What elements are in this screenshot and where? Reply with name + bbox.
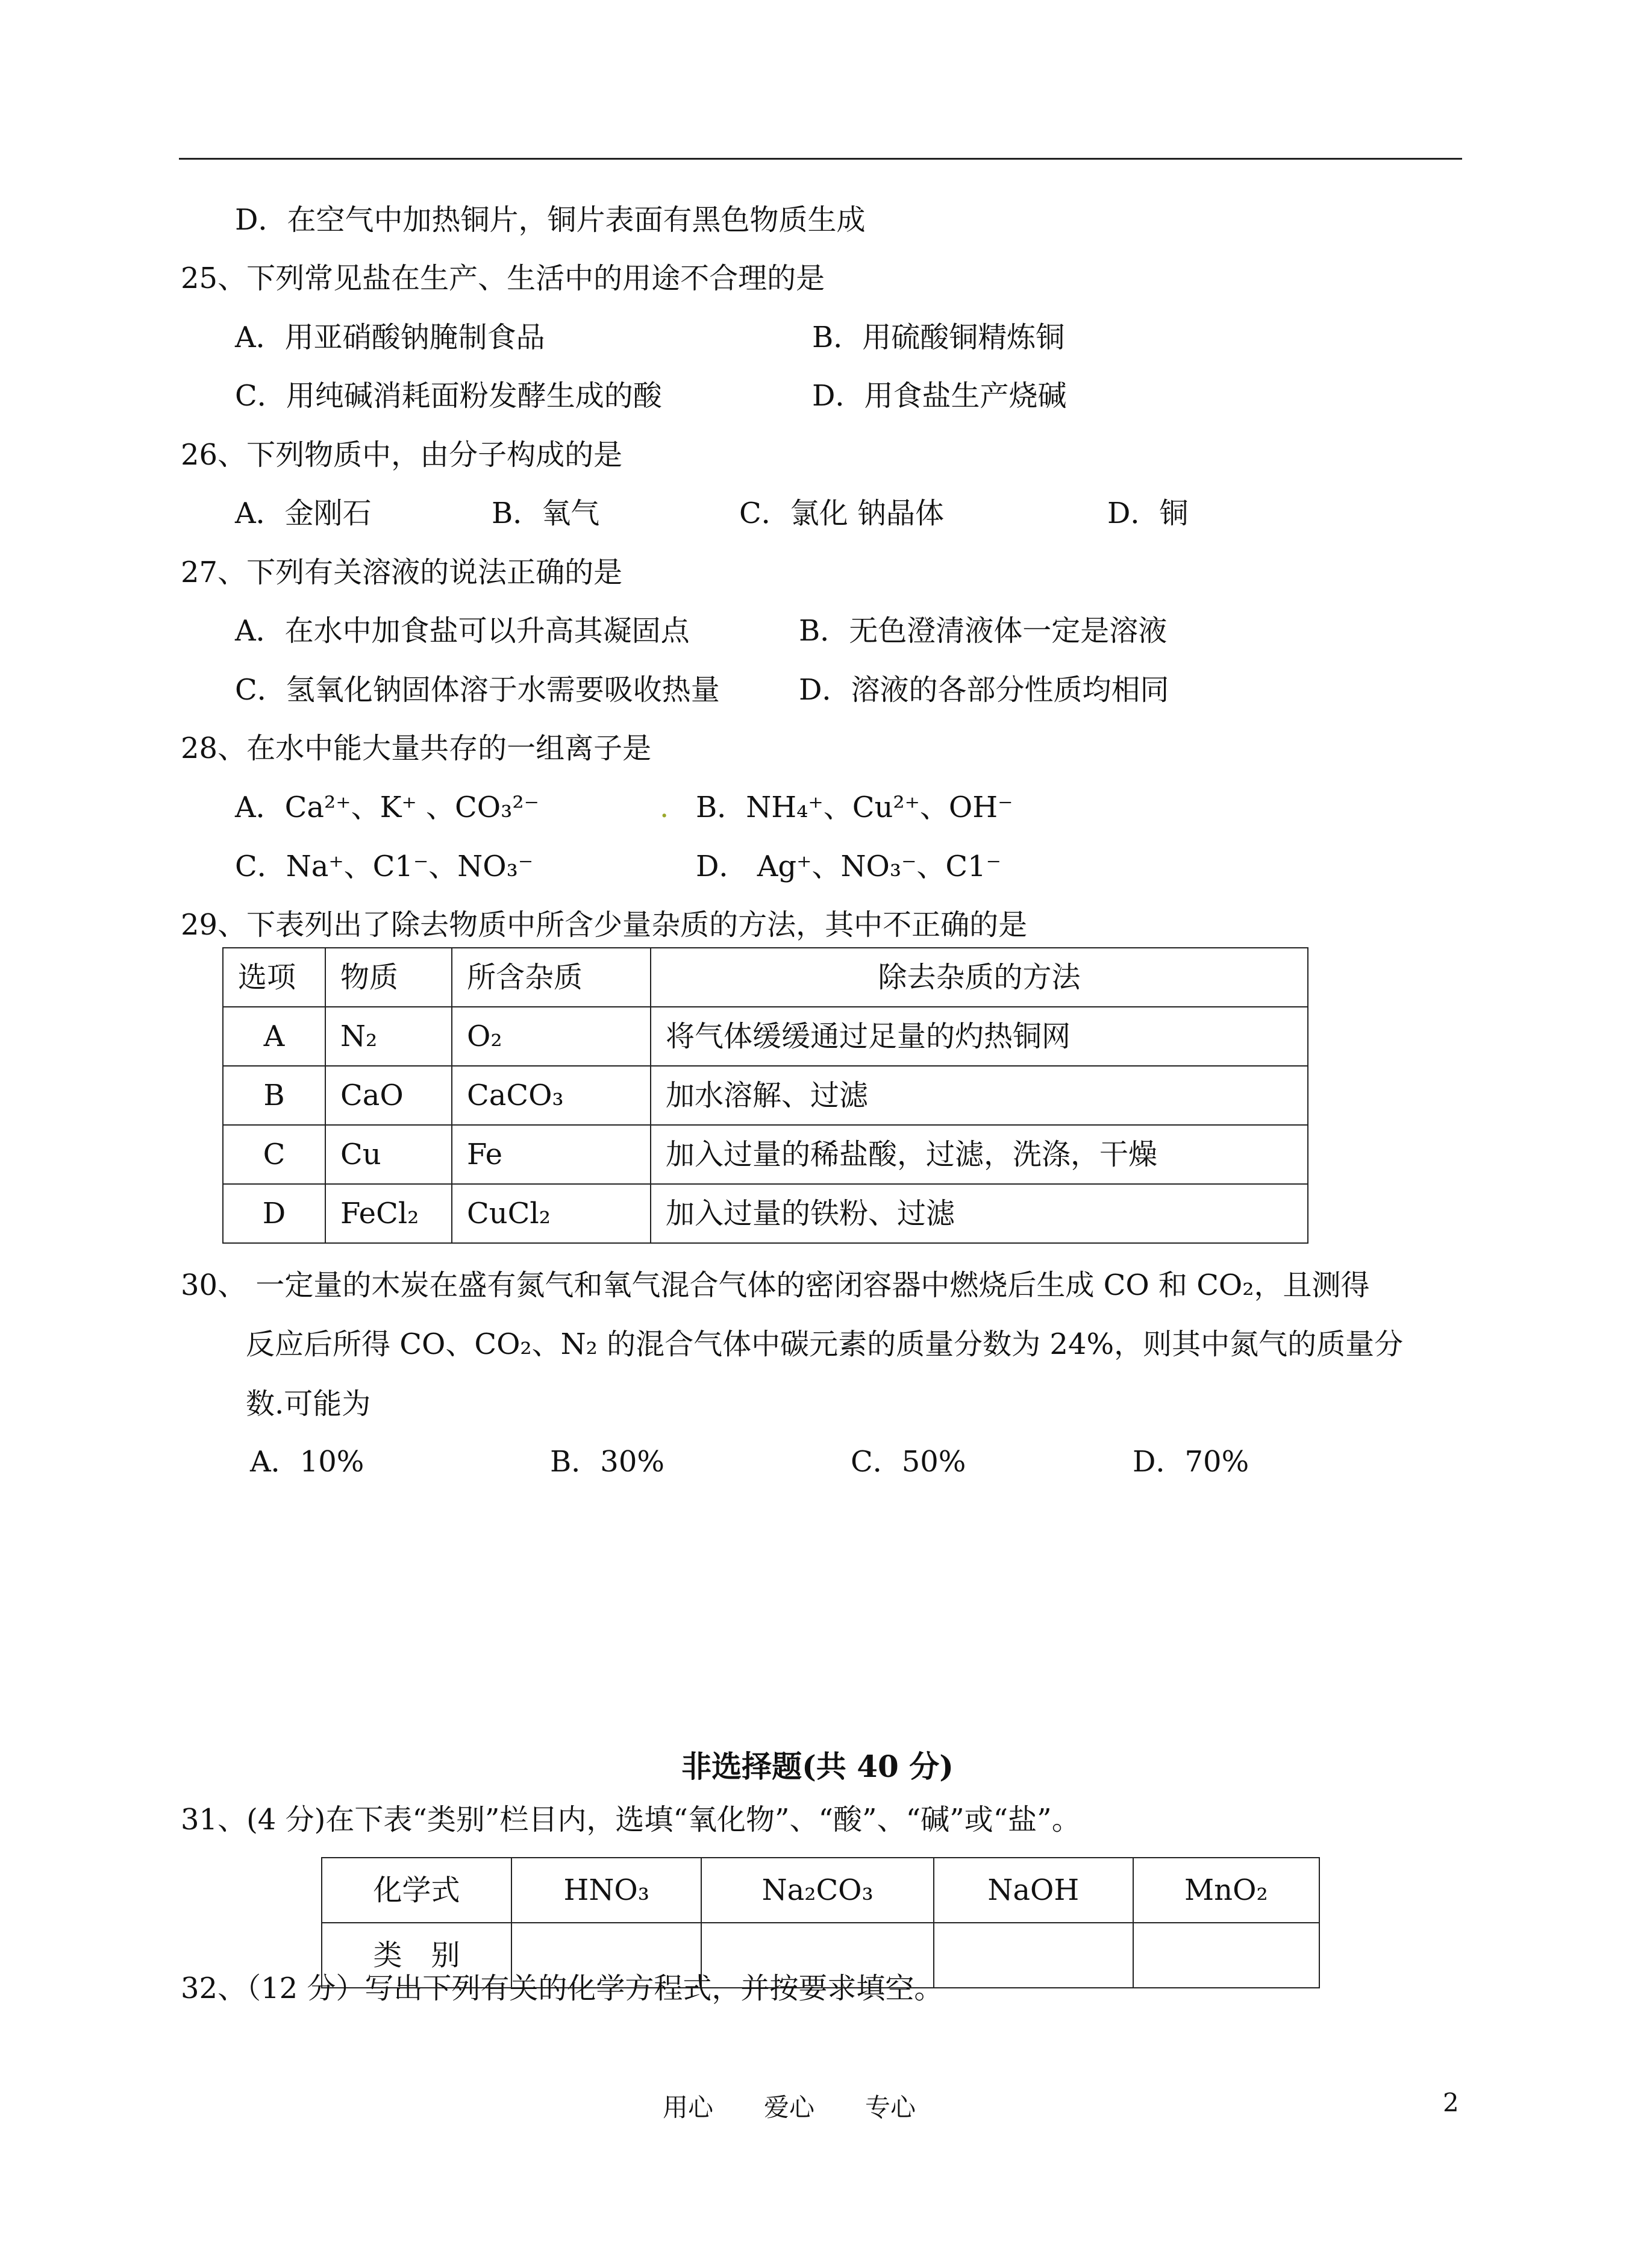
q25-stem: 25、下列常见盐在生产、生活中的用途不合理的是	[181, 262, 825, 295]
q25-option-a: A．用亚硝酸钠腌制食品	[235, 321, 545, 354]
table-row	[223, 1007, 1308, 1066]
q27-stem: 27、下列有关溶液的说法正确的是	[181, 556, 623, 589]
q27-option-d: D．溶液的各部分性质均相同	[799, 673, 1169, 707]
table-cell: Fe	[452, 1125, 651, 1184]
q27-option-c: C．氢氧化钠固体溶于水需要吸收热量	[235, 673, 720, 707]
answer-cell[interactable]	[1133, 1923, 1319, 1988]
table-header-cell: 物质	[325, 948, 452, 1007]
table-cell: D	[223, 1184, 325, 1243]
q28-option-c: C．Na⁺、C1⁻、NO₃⁻	[235, 850, 534, 883]
table-row	[322, 1858, 1319, 1923]
table-header-cell: 所含杂质	[452, 948, 651, 1007]
q26-stem: 26、下列物质中，由分子构成的是	[181, 438, 623, 472]
table-cell: 加入过量的铁粉、过滤	[651, 1184, 1308, 1243]
header-rule	[179, 158, 1462, 160]
impurity-removal-table	[222, 947, 1308, 1244]
table-cell: CaO	[325, 1066, 452, 1125]
classification-table	[321, 1857, 1320, 1988]
q32-stem: 32、（12 分）写出下列有关的化学方程式，并按要求填空。	[181, 1972, 943, 2005]
table-cell: B	[223, 1066, 325, 1125]
table-cell: Cu	[325, 1125, 452, 1184]
table-cell: FeCl₂	[325, 1184, 452, 1243]
q24-option-d: D．在空气中加热铜片，铜片表面有黑色物质生成	[235, 203, 866, 237]
q28-stem: 28、在水中能大量共存的一组离子是	[181, 731, 652, 765]
table-cell: N₂	[325, 1007, 452, 1066]
table-cell: 将气体缓缓通过足量的灼热铜网	[651, 1007, 1308, 1066]
table-cell: CuCl₂	[452, 1184, 651, 1243]
stray-dot: .	[660, 791, 669, 824]
q25-option-c: C．用纯碱消耗面粉发酵生成的酸	[235, 379, 662, 413]
table-cell: NaOH	[934, 1858, 1133, 1923]
table-row	[223, 1184, 1308, 1243]
table-cell: 化学式	[322, 1858, 511, 1923]
q29-stem: 29、下表列出了除去物质中所含少量杂质的方法，其中不正确的是	[181, 908, 1028, 942]
table-cell: CaCO₃	[452, 1066, 651, 1125]
answer-cell[interactable]	[934, 1923, 1133, 1988]
q30-stem-line3: 数.可能为	[246, 1387, 371, 1421]
q26-option-b: B．氧气	[492, 497, 600, 530]
q26-option-d: D．铜	[1107, 497, 1189, 530]
table-cell: Na₂CO₃	[701, 1858, 933, 1923]
table-row	[223, 1066, 1308, 1125]
table-header-row	[223, 948, 1308, 1007]
q31-stem: 31、(4 分)在下表“类别”栏目内，选填“氧化物”、“酸”、“碱”或“盐”。	[181, 1803, 1081, 1837]
q28-option-d: D． Ag⁺、NO₃⁻、C1⁻	[696, 850, 1002, 883]
q27-option-b: B．无色澄清液体一定是溶液	[799, 614, 1168, 648]
table-row	[223, 1125, 1308, 1184]
table-cell: HNO₃	[511, 1858, 701, 1923]
table-cell: 加入过量的稀盐酸，过滤，洗涤，干燥	[651, 1125, 1308, 1184]
table-cell: MnO₂	[1133, 1858, 1319, 1923]
table-header-cell: 选项	[223, 948, 325, 1007]
q30-stem-line1: 30、 一定量的木炭在盛有氮气和氧气混合气体的密闭容器中燃烧后生成 CO 和 CO₂，且测得	[181, 1268, 1370, 1302]
section-title: 非选择题(共 40 分)	[681, 1749, 954, 1784]
page-number: 2	[1443, 2088, 1459, 2117]
q30-stem-line2: 反应后所得 CO、CO₂、N₂ 的混合气体中碳元素的质量分数为 24%，则其中氮气的质量分	[246, 1327, 1404, 1361]
table-cell: C	[223, 1125, 325, 1184]
q30-option-c: C．50%	[851, 1445, 966, 1479]
q30-option-a: A．10%	[250, 1445, 364, 1479]
q26-option-a: A．金刚石	[235, 497, 372, 530]
q30-option-b: B．30%	[550, 1445, 664, 1479]
q25-option-d: D．用食盐生产烧碱	[812, 379, 1067, 413]
q28-option-b: B．NH₄⁺、Cu²⁺、OH⁻	[696, 791, 1013, 824]
q30-option-d: D．70%	[1133, 1445, 1249, 1479]
table-cell: A	[223, 1007, 325, 1066]
q28-option-a: A．Ca²⁺、K⁺ 、CO₃²⁻	[235, 791, 539, 824]
table-cell: O₂	[452, 1007, 651, 1066]
table-header-cell: 除去杂质的方法	[651, 948, 1308, 1007]
q25-option-b: B．用硫酸铜精炼铜	[812, 321, 1065, 354]
table-cell: 类 别	[322, 1923, 511, 1988]
q27-option-a: A．在水中加食盐可以升高其凝固点	[235, 614, 690, 648]
q26-option-c: C．氯化 钠晶体	[739, 497, 944, 530]
footer-motto: 用心 爱心 专心	[663, 2093, 916, 2122]
table-cell: 加水溶解、过滤	[651, 1066, 1308, 1125]
